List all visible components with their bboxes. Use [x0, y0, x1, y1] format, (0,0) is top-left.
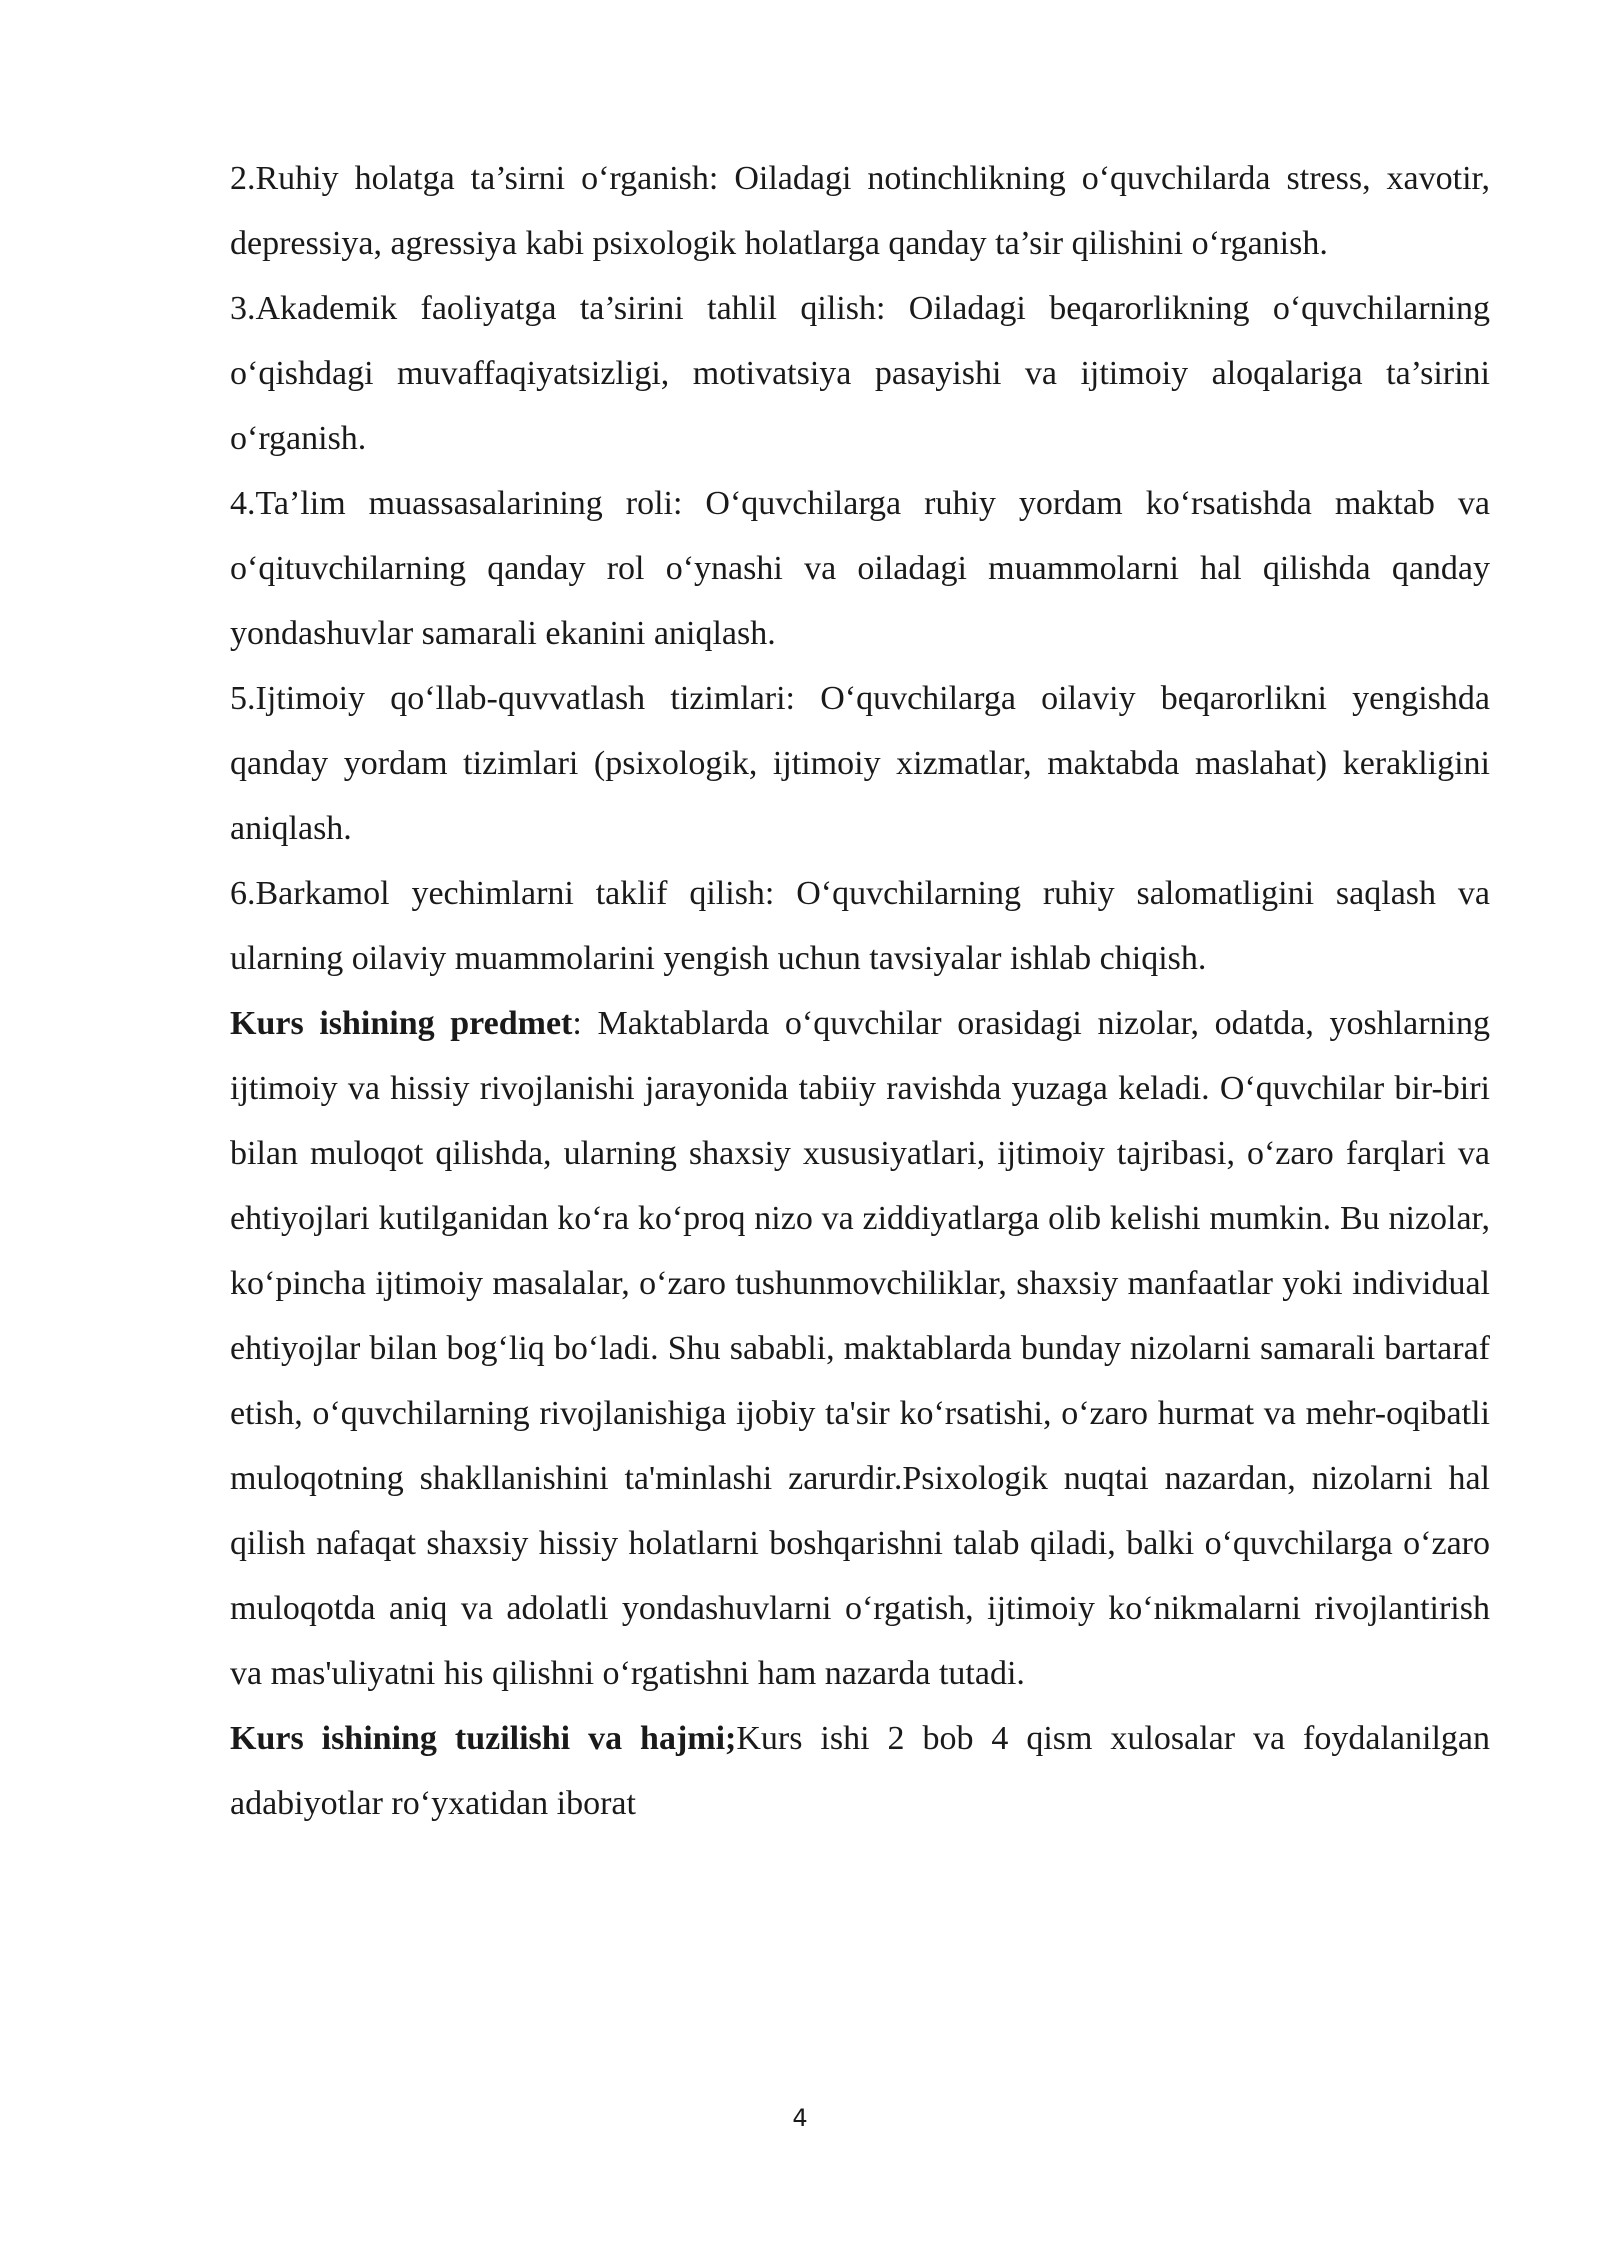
paragraph-heading: Kurs ishining tuzilishi va hajmi;	[230, 1720, 737, 1757]
paragraph-heading: Kurs ishining predmet	[230, 1005, 573, 1042]
paragraph-text: 2.Ruhiy holatga ta’sirni o‘rganish: Oiladagi notinchlikning o‘quvchilarda stress, xavotir, depressiya, agressiya kabi psixologik holatlarga qanday ta’sir qilishini o‘rganish.	[230, 160, 1490, 262]
paragraph-text: 6.Barkamol yechimlarni taklif qilish: O‘quvchilarning ruhiy salomatligini saqlash va ularning oilaviy muammolarini yengish uchun tavsiyalar ishlab chiqish.	[230, 875, 1490, 977]
page-number: 4	[792, 2104, 808, 2132]
paragraph-text: : Maktablarda o‘quvchilar orasidagi nizolar, odatda, yoshlarning ijtimoiy va hissiy rivojlanishi jarayonida tabiiy ravishda yuzaga keladi. O‘quvchilar bir-biri bilan muloqot qilishda, ularning shaxsiy xususiyatlari, ijtimoiy tajribasi, o‘zaro farqlari va ehtiyojlari kutilganidan ko‘ra ko‘proq nizo va ziddiyatlarga olib kelishi mumkin. Bu nizolar, ko‘pincha ijtimoiy masalalar, o‘zaro tushunmovchiliklar, shaxsiy manfaatlar yoki individual ehtiyojlar bilan bog‘liq bo‘ladi. Shu sababli, maktablarda bunday nizolarni samarali bartaraf etish, o‘quvchilarning rivojlanishiga ijobiy ta'sir ko‘rsatishi, o‘zaro hurmat va mehr-oqibatli muloqotning shakllanishini ta'minlashi zarurdir.Psixologik nuqtai nazardan, nizolarni hal qilish nafaqat shaxsiy hissiy holatlarni boshqarishni talab qiladi, balki o‘quvchilarga o‘zaro muloqotda aniq va adolatli yondashuvlarni o‘rgatish, ijtimoiy ko‘nikmalarni rivojlantirish va mas'uliyatni his qilishni o‘rgatishni ham nazarda tutadi.	[230, 1005, 1490, 1692]
paragraph-objective-3	[230, 276, 1490, 471]
paragraph-text: 5.Ijtimoiy qo‘llab-quvvatlash tizimlari: O‘quvchilarga oilaviy beqarorlikni yengishda qanday yordam tizimlari (psixologik, ijtimoiy xizmatlar, maktabda maslahat) kerakligini aniqlash.	[230, 680, 1490, 847]
paragraph-objective-2	[230, 146, 1490, 276]
body-text	[230, 146, 1490, 1836]
paragraph-objective-4	[230, 471, 1490, 666]
paragraph-subject	[230, 991, 1490, 1706]
paragraph-objective-6	[230, 861, 1490, 991]
paragraph-text: 3.Akademik faoliyatga ta’sirini tahlil qilish: Oiladagi beqarorlikning o‘quvchilarning o‘qishdagi muvaffaqiyatsizligi, motivatsiya pasayishi va ijtimoiy aloqalariga ta’sirini o‘rganish.	[230, 290, 1490, 457]
paragraph-objective-5	[230, 666, 1490, 861]
paragraph-structure	[230, 1706, 1490, 1836]
paragraph-text: 4.Ta’lim muassasalarining roli: O‘quvchilarga ruhiy yordam ko‘rsatishda maktab va o‘qituvchilarning qanday rol o‘ynashi va oiladagi muammolarni hal qilishda qanday yondashuvlar samarali ekanini aniqlash.	[230, 485, 1490, 652]
paragraph-text: Kurs ishi 2 bob 4 qism xulosalar va foydalanilgan adabiyotlar ro‘yxatidan iborat	[230, 1720, 1490, 1822]
